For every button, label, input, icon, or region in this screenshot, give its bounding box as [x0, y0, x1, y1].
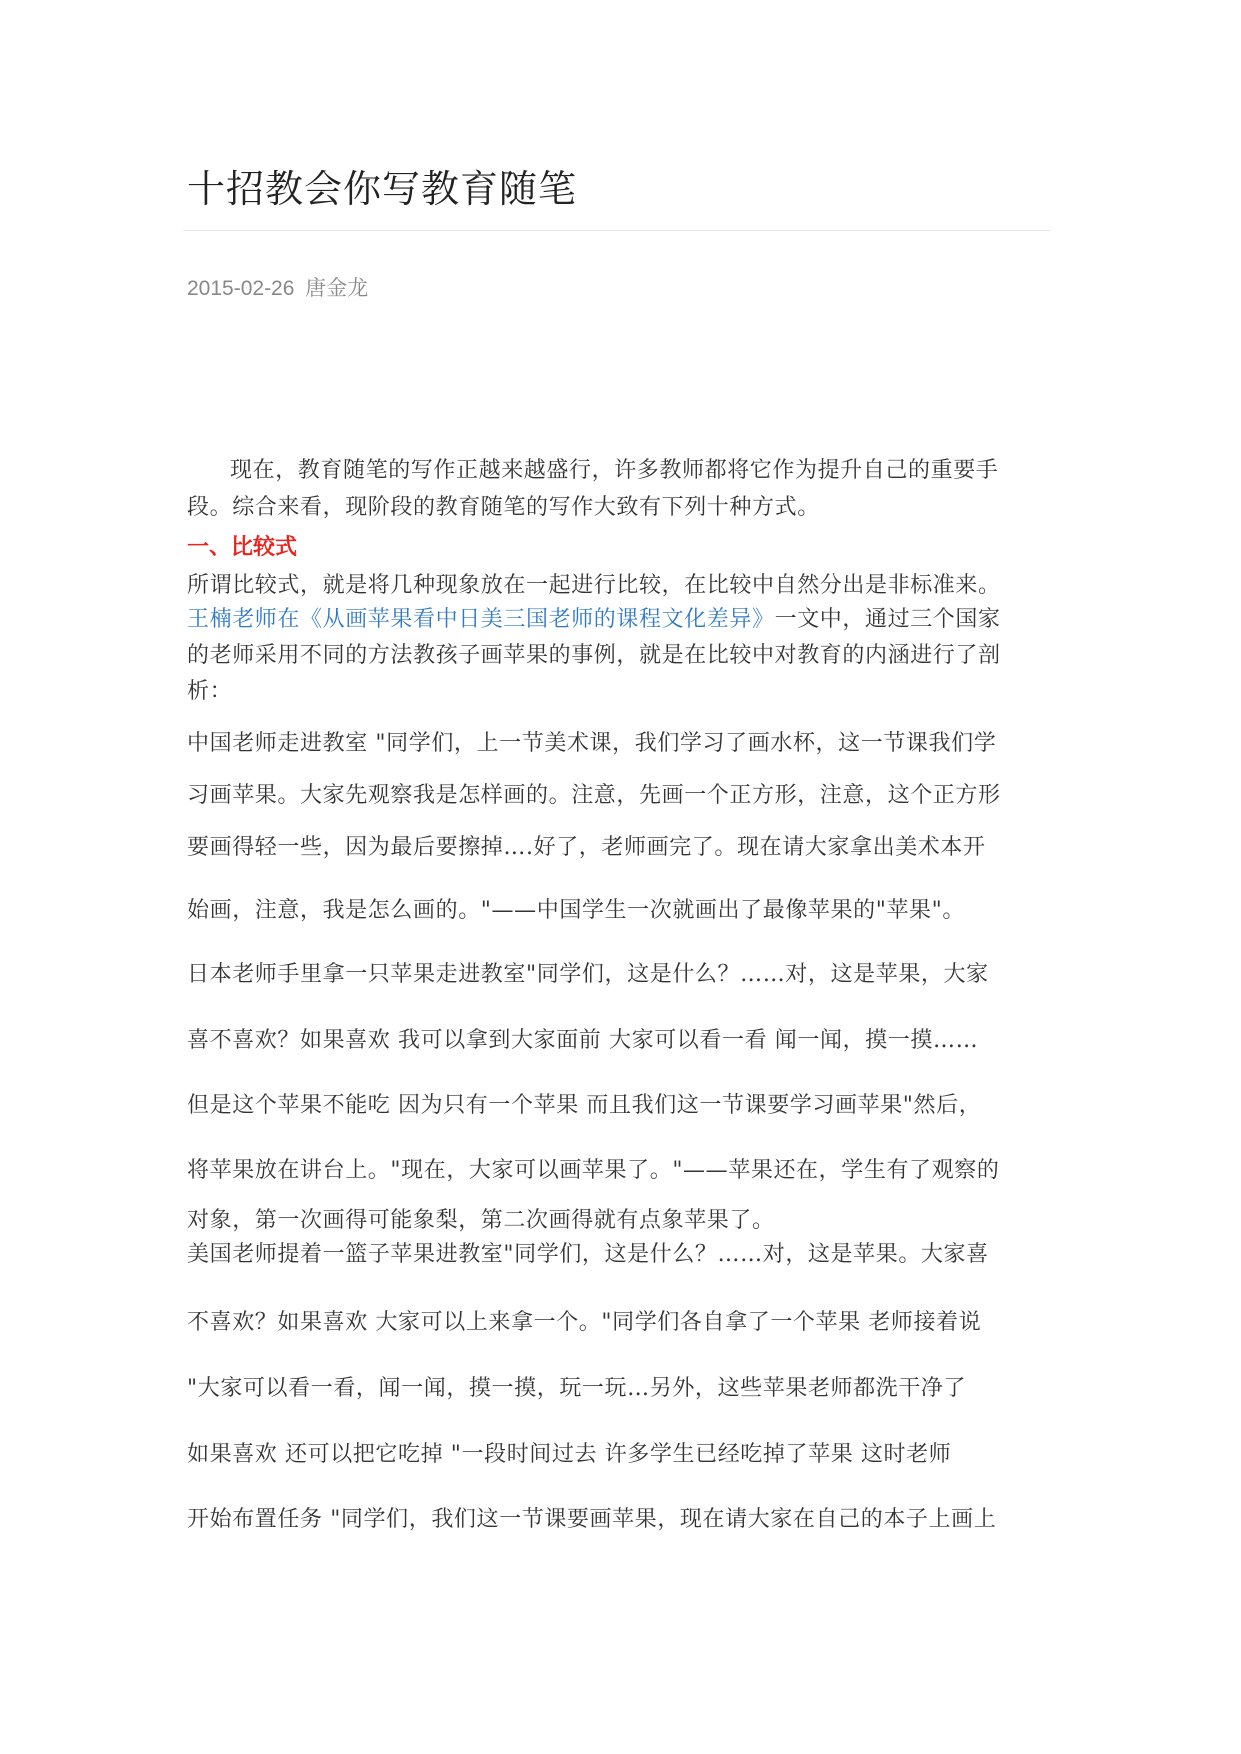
japan-teacher-line-5: 对象，第一次画得可能象梨，第二次画得就有点象苹果了。 — [187, 1208, 775, 1233]
china-teacher-line-4: 始画，注意，我是怎么画的。"——中国学生一次就画出了最像苹果的"苹果"。 — [187, 898, 965, 923]
usa-teacher-line-2: 不喜欢？如果喜欢 大家可以上来拿一个。"同学们各自拿了一个苹果 老师接着说 — [187, 1310, 982, 1335]
author-name: 唐金龙 — [305, 276, 369, 300]
title-divider — [183, 230, 1050, 231]
china-teacher-line-1: 中国老师走进教室 "同学们，上一节美术课，我们学习了画水杯，这一节课我们学 — [187, 731, 997, 756]
japan-teacher-line-3: 但是这个苹果不能吃 因为只有一个苹果 而且我们这一节课要学习画苹果"然后， — [187, 1093, 982, 1118]
japan-teacher-line-1: 日本老师手里拿一只苹果走进教室"同学们，这是什么？……对，这是苹果，大家 — [187, 962, 989, 987]
usa-teacher-line-3: "大家可以看一看，闻一闻，摸一摸，玩一玩…另外，这些苹果老师都洗干净了 — [187, 1376, 967, 1401]
article-meta — [187, 272, 368, 302]
publish-date: 2015-02-26 — [187, 277, 295, 300]
china-teacher-line-2: 习画苹果。大家先观察我是怎样画的。注意，先画一个正方形，注意，这个正方形 — [187, 783, 1001, 808]
japan-teacher-line-4: 将苹果放在讲台上。"现在，大家可以画苹果了。"——苹果还在，学生有了观察的 — [187, 1158, 1000, 1183]
section-1-line-1: 所谓比较式，就是将几种现象放在一起进行比较，在比较中自然分出是非标准来。 — [187, 573, 1001, 598]
section-1-line-2 — [187, 602, 1001, 633]
japan-teacher-line-2: 喜不喜欢？如果喜欢 我可以拿到大家面前 大家可以看一看 闻一闻，摸一摸…… — [187, 1028, 979, 1053]
section-1-line-2-rest: 一文中，通过三个国家 — [774, 607, 1001, 632]
usa-teacher-line-4: 如果喜欢 还可以把它吃掉 "一段时间过去 许多学生已经吃掉了苹果 这时老师 — [187, 1442, 952, 1467]
article-title: 十招教会你写教育随笔 — [187, 167, 578, 211]
usa-teacher-line-5: 开始布置任务 "同学们，我们这一节课要画苹果，现在请大家在自己的本子上画上 — [187, 1507, 997, 1532]
article-link[interactable]: 王楠老师在《从画苹果看中日美三国老师的课程文化差异》 — [187, 607, 775, 632]
section-heading-comparison: 一、比较式 — [187, 534, 298, 560]
section-1-line-4: 析： — [187, 679, 233, 704]
china-teacher-line-3: 要画得轻一些，因为最后要擦掉….好了，老师画完了。现在请大家拿出美术本开 — [187, 835, 986, 860]
section-1-line-3: 的老师采用不同的方法教孩子画苹果的事例，就是在比较中对教育的内涵进行了剖 — [187, 643, 1001, 668]
intro-line-2: 段。综合来看，现阶段的教育随笔的写作大致有下列十种方式。 — [187, 495, 820, 520]
intro-line-1: 现在，教育随笔的写作正越来越盛行，许多教师都将它作为提升自己的重要手 — [230, 458, 999, 483]
usa-teacher-line-1: 美国老师提着一篮子苹果进教室"同学们，这是什么？……对，这是苹果。大家喜 — [187, 1242, 989, 1267]
